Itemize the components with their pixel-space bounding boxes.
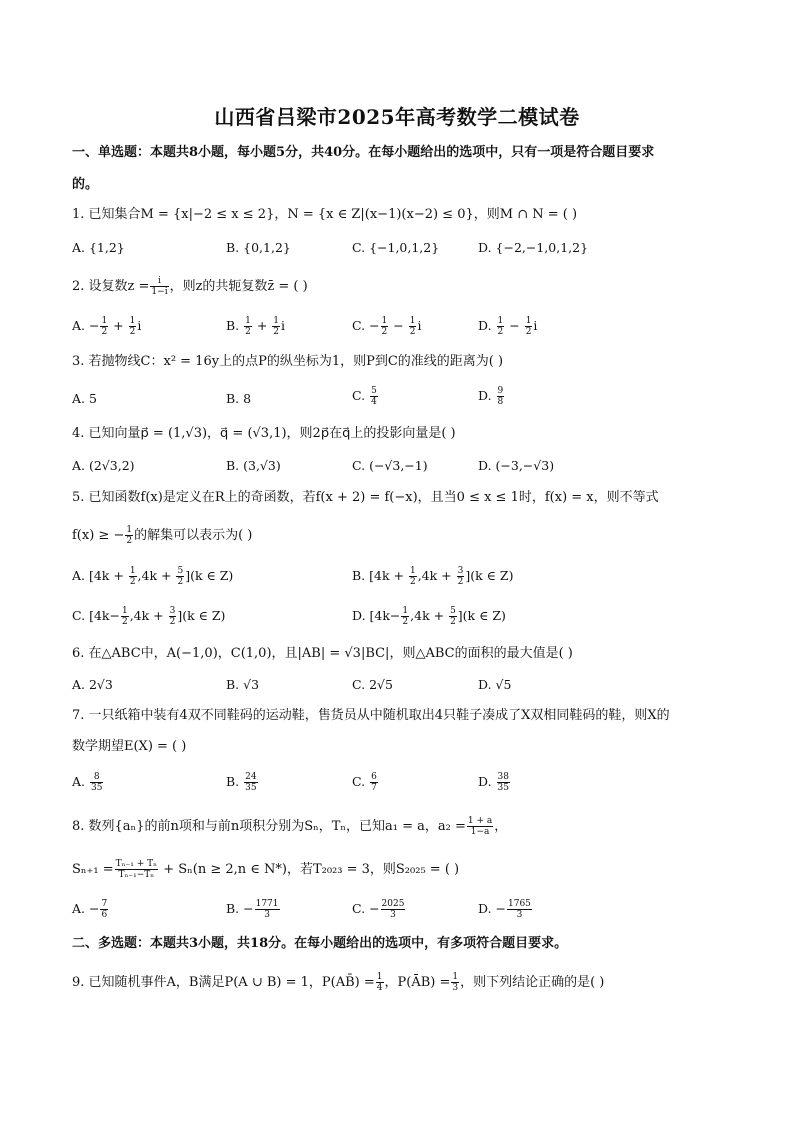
question-6-option-a[interactable]: A. 2√3 — [72, 677, 113, 692]
section-1-header — [72, 144, 654, 162]
option-prefix: A. — [72, 774, 89, 789]
fraction-numerator: 2025 — [381, 899, 405, 909]
fraction-numerator: 1 — [101, 316, 108, 326]
fraction-denominator: 2 — [409, 577, 416, 587]
fraction-denominator: 3 — [516, 910, 523, 920]
option-prefix: C. — [352, 388, 370, 403]
fraction-numerator: 1 — [409, 316, 416, 326]
section-1-header-bold: 一、单选题：本题共8小题，每小题5分，共40分。 — [72, 145, 369, 160]
section-2-header-bold: 二、多选题：本题共3小题，共18分。 — [72, 936, 295, 951]
fraction-numerator: 7 — [101, 899, 108, 909]
option-fraction — [90, 772, 103, 793]
option-mid: − — [505, 318, 524, 333]
question-5-option-c[interactable] — [72, 606, 225, 627]
fraction-numerator: 38 — [497, 772, 509, 782]
fraction-numerator: 1 — [409, 566, 416, 576]
option-suffix: i — [137, 318, 142, 333]
fraction-numerator: 5 — [450, 606, 456, 616]
option-fraction — [129, 316, 137, 337]
question-3-option-b[interactable]: B. 8 — [226, 391, 252, 406]
question-6-option-b[interactable]: B. √3 — [226, 677, 260, 692]
question-5-stem-line-2 — [72, 525, 252, 546]
fraction-numerator: 8 — [90, 772, 103, 783]
fraction-denominator: 2 — [101, 327, 108, 337]
question-8-option-d[interactable] — [478, 899, 533, 920]
question-2-stem-post: ，则z的共轭复数z̄ = ( ) — [169, 279, 308, 294]
option-fraction — [457, 566, 465, 587]
option-prefix: A. − — [72, 901, 100, 916]
stem-suffix: ，则下列结论正确的是( ) — [460, 975, 605, 990]
stem-fraction — [125, 525, 133, 546]
fraction-numerator: 1 — [381, 316, 388, 326]
question-7-option-d[interactable] — [478, 772, 511, 793]
question-2-fraction — [150, 276, 168, 297]
question-2-stem-pre: 2. 设复数z = — [72, 279, 150, 294]
stem-fraction — [467, 816, 493, 837]
fraction-denominator: 35 — [497, 783, 509, 793]
stem-fraction — [376, 972, 384, 993]
question-7-option-b[interactable] — [226, 772, 259, 793]
fraction-denominator: 4 — [371, 397, 377, 407]
stem-prefix: f(x) ≥ − — [72, 528, 125, 543]
question-9-stem — [72, 972, 604, 993]
question-4-option-d[interactable]: D. (−3,−√3) — [478, 458, 555, 473]
option-fraction — [409, 566, 417, 587]
option-suffix: i — [533, 318, 538, 333]
stem-prefix: 8. 数列{aₙ}的前n项和与前n项积分别为Sₙ，Tₙ，已知a₁ = a，a₂ = — [72, 819, 466, 834]
question-5-option-a[interactable] — [72, 566, 233, 587]
fraction-denominator: 3 — [390, 910, 396, 920]
option-fraction — [272, 316, 280, 337]
fraction-numerator: 3 — [169, 606, 176, 616]
question-5-stem-line-1: 5. 已知函数f(x)是定义在R上的奇函数，若f(x + 2) = f(−x)，且当0 ≤ x ≤ 1时，f(x) = x，则不等式 — [72, 490, 659, 505]
question-2-option-b[interactable] — [226, 316, 285, 337]
question-8-stem-line-2 — [72, 859, 459, 880]
fraction-denominator: 1−a — [470, 827, 490, 837]
option-prefix: C. − — [352, 318, 380, 333]
section-2-header-rest: 在每小题给出的选项中，有多项符合题目要求。 — [294, 936, 568, 951]
fraction-denominator: 2 — [381, 327, 388, 337]
fraction-numerator: Tₙ₋₁ + Tₙ — [115, 859, 158, 869]
question-4-option-b[interactable]: B. (3,√3) — [226, 458, 281, 473]
option-fraction — [525, 316, 533, 337]
fraction-numerator: 1 — [273, 316, 280, 326]
question-6-option-c[interactable]: C. 2√5 — [352, 677, 393, 692]
question-3-stem: 3. 若抛物线C：x² = 16y上的点P的纵坐标为1，则P到C的准线的距离为( ) — [72, 354, 504, 369]
section-1-header-cont-text: 的。 — [72, 177, 99, 192]
fraction-numerator: 1 — [129, 316, 136, 326]
stem-prefix: Sₙ₊₁ = — [72, 862, 114, 877]
option-prefix: A. − — [72, 318, 100, 333]
fraction-denominator: 2 — [525, 327, 532, 337]
question-4-option-c[interactable]: C. (−√3,−1) — [352, 458, 428, 473]
option-suffix: ](k ∈ Z) — [177, 608, 226, 623]
option-prefix: C. − — [352, 901, 380, 916]
fraction-denominator: 2 — [450, 617, 456, 627]
option-fraction — [497, 316, 505, 337]
option-mid: ,4k + — [410, 608, 449, 623]
option-fraction — [449, 606, 457, 627]
option-suffix: ](k ∈ Z) — [185, 568, 234, 583]
option-fraction — [244, 772, 257, 793]
fraction-denominator: 35 — [245, 783, 257, 793]
question-7-stem-line-1: 7. 一只纸箱中装有4双不同鞋码的运动鞋，售货员从中随机取出4只鞋子凑成了X双相同鞋码的鞋，则X的 — [72, 708, 670, 723]
fraction-denominator: 2 — [273, 327, 280, 337]
fraction-denominator: 2 — [409, 327, 416, 337]
question-1-option-b[interactable]: B. {0,1,2} — [226, 240, 291, 255]
page-title: 山西省吕梁市2025年高考数学二模试卷 — [214, 105, 580, 129]
fraction-denominator: 8 — [497, 397, 504, 407]
fraction-denominator: 2 — [402, 617, 409, 627]
option-prefix: A. [4k + — [72, 568, 128, 583]
fraction-denominator: 3 — [452, 983, 459, 993]
fraction-denominator: 6 — [101, 910, 108, 920]
option-fraction — [381, 899, 406, 920]
question-8-stem-line-1 — [72, 816, 507, 837]
fraction-denominator: 2 — [497, 327, 504, 337]
stem-fraction — [115, 859, 158, 880]
stem-suffix: + Sₙ(n ≥ 2,n ∈ N*)，若T₂₀₂₃ = 3，则S₂₀₂₅ = ( ) — [159, 862, 460, 877]
fraction-numerator: 3 — [457, 566, 464, 576]
stem-suffix: 的解集可以表示为( ) — [134, 528, 253, 543]
stem-mid: ，P(ĀB) = — [384, 975, 451, 990]
option-prefix: D. — [478, 318, 496, 333]
fraction-numerator: 1 — [121, 606, 128, 616]
option-fraction — [401, 606, 409, 627]
stem-suffix: ， — [494, 819, 508, 834]
fraction-numerator: 24 — [245, 772, 257, 782]
fraction-denominator: 2 — [245, 327, 251, 337]
option-prefix: B. − — [226, 901, 254, 916]
fraction-numerator: 1 + a — [467, 816, 493, 826]
question-2-option-c[interactable] — [352, 316, 421, 337]
option-fraction — [121, 606, 129, 627]
option-fraction — [129, 566, 137, 587]
option-mid: + — [109, 318, 128, 333]
option-prefix: D. — [478, 388, 496, 403]
option-fraction — [497, 772, 510, 793]
question-3-option-d[interactable] — [478, 386, 505, 407]
option-mid: ,4k + — [137, 568, 176, 583]
question-8-option-a[interactable] — [72, 899, 109, 920]
option-prefix: B. — [226, 774, 244, 789]
option-fraction — [370, 772, 378, 793]
section-2-header — [72, 935, 567, 953]
fraction-denominator: 2 — [169, 617, 176, 627]
option-prefix: B. [4k + — [352, 568, 408, 583]
fraction-numerator: i — [150, 276, 168, 287]
option-mid: − — [389, 318, 408, 333]
option-mid: ,4k + — [417, 568, 456, 583]
question-6-option-d[interactable]: D. √5 — [478, 677, 512, 692]
option-prefix: D. − — [478, 901, 506, 916]
option-suffix: i — [281, 318, 286, 333]
question-8-option-c[interactable] — [352, 899, 406, 920]
question-1-option-d[interactable]: D. {−2,−1,0,1,2} — [478, 240, 589, 255]
fraction-numerator: 1 — [402, 606, 409, 616]
fraction-numerator: 1 — [129, 566, 136, 576]
fraction-denominator: 3 — [264, 910, 270, 920]
option-fraction — [409, 316, 417, 337]
fraction-numerator: 6 — [371, 772, 377, 782]
question-7-option-a[interactable] — [72, 772, 104, 793]
option-fraction — [100, 899, 108, 920]
option-fraction — [169, 606, 177, 627]
option-fraction — [370, 386, 378, 407]
fraction-denominator: 35 — [90, 783, 103, 793]
fraction-numerator: 1765 — [508, 899, 531, 909]
fraction-denominator: 2 — [129, 327, 136, 337]
option-prefix: B. — [226, 318, 244, 333]
fraction-numerator: 5 — [371, 386, 377, 396]
fraction-denominator: 4 — [376, 983, 383, 993]
option-mid: ,4k + — [129, 608, 168, 623]
stem-prefix: 9. 已知随机事件A，B满足P(A ∪ B) = 1，P(AB̄) = — [72, 975, 375, 990]
section-1-header-rest: 在每小题给出的选项中，只有一项是符合题目要求 — [368, 145, 655, 160]
fraction-numerator: 9 — [497, 386, 504, 396]
question-3-option-c[interactable] — [352, 386, 379, 407]
fraction-denominator: Tₙ₋₁−Tₙ — [118, 870, 155, 880]
fraction-numerator: 1771 — [255, 899, 279, 909]
question-2-stem — [72, 276, 308, 297]
question-5-option-b[interactable] — [352, 566, 513, 587]
section-1-header-cont — [72, 176, 98, 194]
fraction-numerator: 1 — [376, 972, 383, 982]
question-6-stem: 6. 在△ABC中，A(−1,0)，C(1,0)，且|AB| = √3|BC|，则△ABC的面积的最大值是( ) — [72, 646, 573, 661]
option-fraction — [497, 386, 505, 407]
fraction-denominator: 2 — [177, 577, 184, 587]
option-prefix: D. — [478, 774, 496, 789]
question-2-option-d[interactable] — [478, 316, 537, 337]
stem-fraction — [451, 972, 459, 993]
option-fraction — [100, 316, 108, 337]
question-1-option-c[interactable]: C. {−1,0,1,2} — [352, 240, 440, 255]
fraction-denominator: 2 — [129, 577, 136, 587]
question-5-option-d[interactable] — [352, 606, 506, 627]
option-fraction — [176, 566, 184, 587]
fraction-denominator: 1−i — [151, 287, 168, 297]
fraction-numerator: 1 — [452, 972, 459, 982]
fraction-numerator: 1 — [525, 316, 532, 326]
option-fraction — [507, 899, 532, 920]
fraction-numerator: 1 — [126, 525, 133, 535]
option-prefix: D. [4k− — [352, 608, 401, 623]
fraction-denominator: 2 — [121, 617, 128, 627]
question-7-option-c[interactable] — [352, 772, 379, 793]
question-8-option-b[interactable] — [226, 899, 281, 920]
option-suffix: i — [417, 318, 422, 333]
option-fraction — [381, 316, 389, 337]
fraction-denominator: 2 — [457, 577, 464, 587]
fraction-numerator: 1 — [245, 316, 251, 326]
question-4-stem: 4. 已知向量p⃗ = (1,√3)，q⃗ = (√3,1)，则2p⃗在q⃗上的投影向量是( ) — [72, 426, 456, 441]
fraction-numerator: 5 — [177, 566, 184, 576]
option-suffix: ](k ∈ Z) — [457, 608, 506, 623]
option-suffix: ](k ∈ Z) — [465, 568, 514, 583]
option-prefix: C. — [352, 774, 370, 789]
question-1-stem: 1. 已知集合M = {x|−2 ≤ x ≤ 2}，N = {x ∈ Z|(x−1)(x−2) ≤ 0}，则M ∩ N = ( ) — [72, 207, 578, 222]
question-7-stem-line-2: 数学期望E(X) = ( ) — [72, 739, 187, 754]
question-2-option-a[interactable] — [72, 316, 141, 337]
question-3-option-a[interactable]: A. 5 — [72, 391, 97, 406]
option-fraction — [255, 899, 280, 920]
option-fraction — [244, 316, 252, 337]
question-4-option-a[interactable]: A. (2√3,2) — [72, 458, 135, 473]
option-mid: + — [252, 318, 272, 333]
option-prefix: C. [4k− — [72, 608, 120, 623]
question-1-option-a[interactable]: A. {1,2} — [72, 240, 125, 255]
fraction-denominator: 7 — [371, 783, 377, 793]
fraction-numerator: 1 — [497, 316, 504, 326]
fraction-denominator: 2 — [126, 536, 133, 546]
